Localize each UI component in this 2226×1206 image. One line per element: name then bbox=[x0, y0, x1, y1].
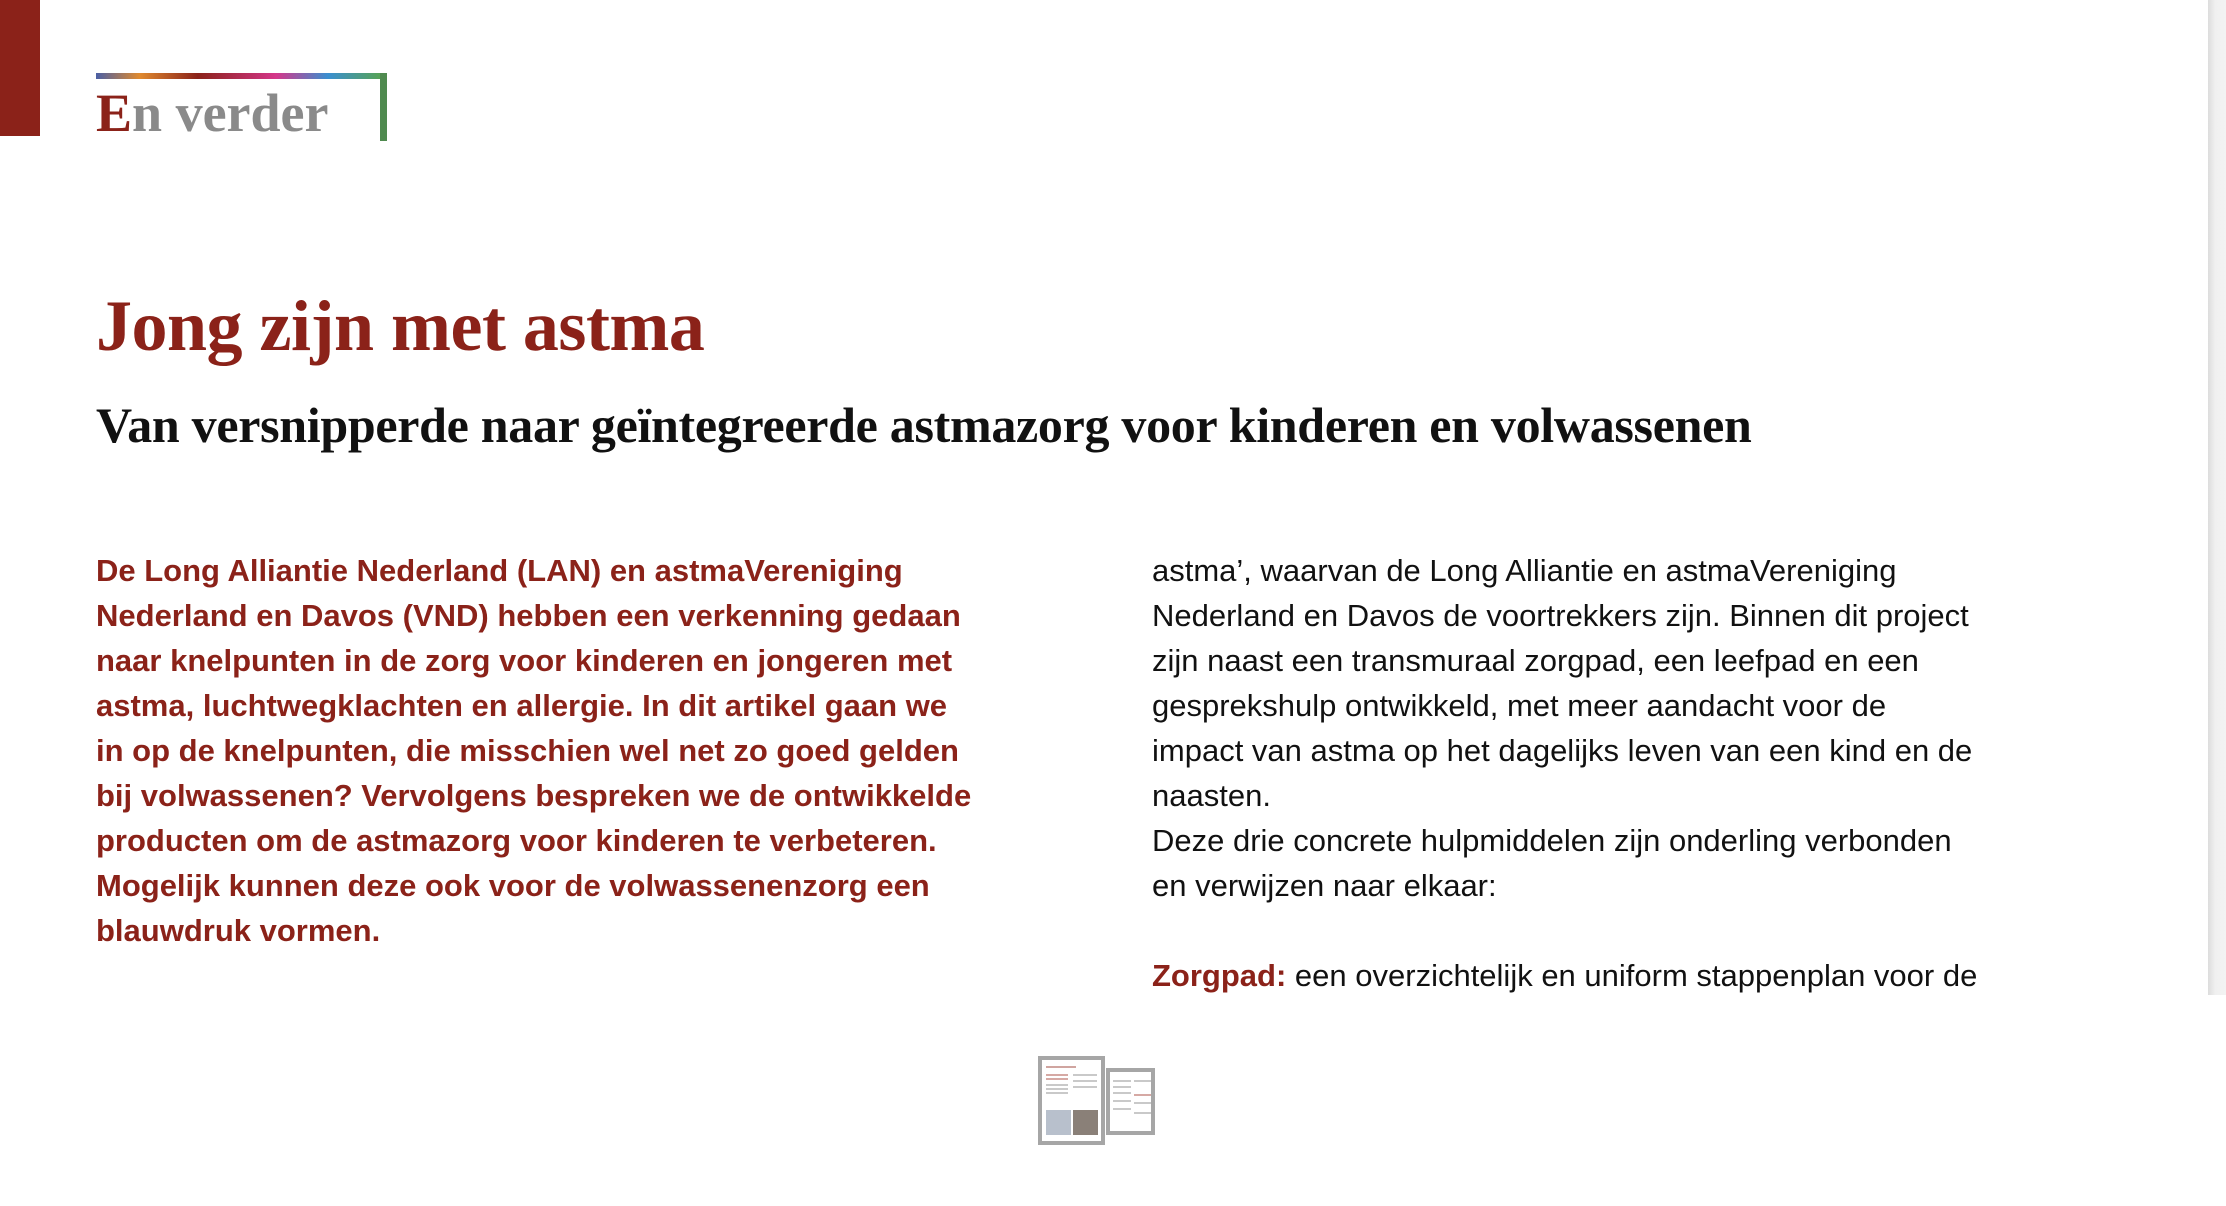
article-body bbox=[1152, 548, 1977, 998]
intro-line: bij volwassenen? Vervolgens bespreken we de ontwikkelde bbox=[96, 778, 972, 813]
intro-line: blauwdruk vormen. bbox=[96, 913, 381, 948]
intro-line: astma, luchtwegklachten en allergie. In dit artikel gaan we bbox=[96, 688, 948, 723]
header-corner-line bbox=[380, 73, 387, 141]
article-intro bbox=[96, 548, 971, 953]
next-page-edge bbox=[2208, 0, 2226, 995]
section-title-initial: E bbox=[96, 83, 133, 143]
page-thumbnail-1[interactable] bbox=[1038, 1056, 1105, 1145]
body-line: gesprekshulp ontwikkeld, met meer aandacht voor de bbox=[1152, 688, 1887, 723]
body-line: en verwijzen naar elkaar: bbox=[1152, 868, 1497, 903]
zorgpad-text: een overzichtelijk en uniform stappenplan voor de bbox=[1286, 958, 1978, 993]
intro-line: Mogelijk kunnen deze ook voor de volwassenenzorg een bbox=[96, 868, 930, 903]
intro-line: Nederland en Davos (VND) hebben een verkenning gedaan bbox=[96, 598, 961, 633]
body-line: Nederland en Davos de voortrekkers zijn. Binnen dit project bbox=[1152, 598, 1969, 633]
blank-line bbox=[1152, 908, 1977, 953]
photo-thumbnail bbox=[1046, 1110, 1071, 1135]
intro-line: naar knelpunten in de zorg voor kinderen en jongeren met bbox=[96, 643, 953, 678]
section-title-rest: n verder bbox=[132, 83, 329, 143]
section-title bbox=[96, 83, 329, 143]
intro-line: De Long Alliantie Nederland (LAN) en astmaVereniging bbox=[96, 553, 903, 588]
header-rainbow-line bbox=[96, 73, 386, 79]
photo-thumbnail bbox=[1073, 1110, 1098, 1135]
zorgpad-label: Zorgpad: bbox=[1152, 958, 1287, 993]
body-line: impact van astma op het dagelijks leven van een kind en de bbox=[1152, 733, 1973, 768]
zorgpad-line bbox=[1152, 953, 1977, 998]
section-color-bar bbox=[0, 0, 40, 136]
intro-line: in op de knelpunten, die misschien wel net zo goed gelden bbox=[96, 733, 959, 768]
article-title: Jong zijn met astma bbox=[96, 286, 705, 366]
body-line: Deze drie concrete hulpmiddelen zijn onderling verbonden bbox=[1152, 823, 1952, 858]
article-subtitle: Van versnipperde naar geïntegreerde astmazorg voor kinderen en volwassenen bbox=[96, 397, 1752, 453]
body-line: zijn naast een transmuraal zorgpad, een leefpad en een bbox=[1152, 643, 1919, 678]
page-thumbnail-2[interactable] bbox=[1106, 1068, 1155, 1135]
body-line: astma’, waarvan de Long Alliantie en astmaVereniging bbox=[1152, 553, 1897, 588]
body-line: naasten. bbox=[1152, 778, 1271, 813]
intro-line: producten om de astmazorg voor kinderen te verbeteren. bbox=[96, 823, 937, 858]
